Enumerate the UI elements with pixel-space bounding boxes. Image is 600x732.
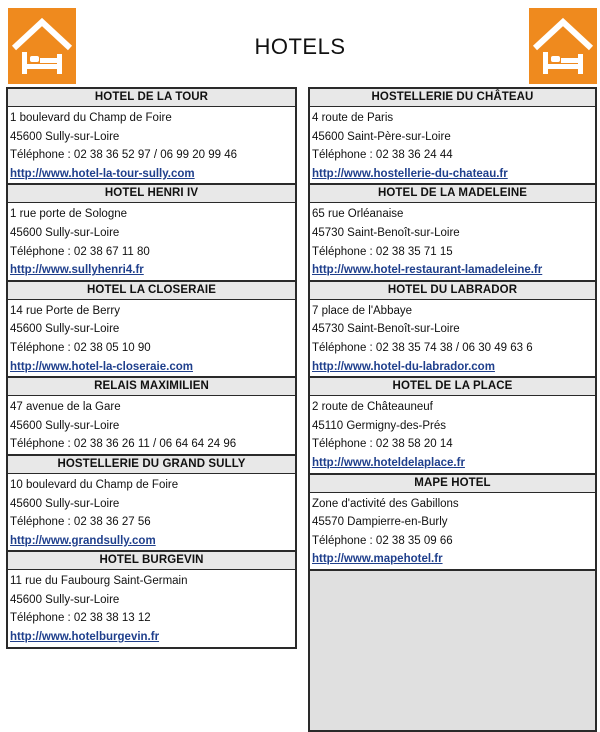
hotel-address: 10 boulevard du Champ de Foire	[10, 478, 179, 491]
hotel-card	[308, 280, 597, 378]
hotel-name: HOTEL LA CLOSERAIE	[8, 282, 295, 300]
hotel-card	[6, 376, 297, 456]
hotel-address: 4 route de Paris	[312, 112, 394, 124]
hotel-card	[6, 87, 297, 185]
hotel-city: 45110 Germigny-des-Prés	[312, 419, 447, 432]
hotel-card	[6, 550, 297, 648]
hotel-bed-icon	[529, 8, 597, 84]
hotel-city: 45600 Sully-sur-Loire	[10, 497, 120, 510]
hotel-name: HOTEL DE LA MADELEINE	[310, 185, 595, 203]
hotel-card	[6, 183, 297, 281]
hotel-name: HOSTELLERIE DU CHÂTEAU	[310, 89, 595, 107]
hotel-name: HOTEL DE LA PLACE	[310, 378, 595, 396]
hotel-address: Zone d'activité des Gabillons	[312, 497, 459, 510]
hotel-city: 45730 Saint-Benoît-sur-Loire	[312, 226, 460, 239]
hotel-address: 14 rue Porte de Berry	[10, 304, 120, 317]
hotel-website-link[interactable]: http://www.hostellerie-du-chateau.fr	[312, 167, 508, 180]
hotel-column-left	[6, 87, 297, 647]
hotel-address: 47 avenue de la Gare	[10, 401, 121, 414]
hotel-website-link[interactable]: http://www.hotel-la-closeraie.com	[10, 360, 193, 373]
hotel-name: HOTEL BURGEVIN	[8, 552, 295, 570]
hotel-logo-right	[529, 8, 597, 84]
hotel-city: 45600 Sully-sur-Loire	[10, 323, 120, 336]
hotel-city: 45600 Sully-sur-Loire	[10, 226, 120, 239]
hotel-card	[6, 454, 297, 552]
hotel-name: HOTEL DE LA TOUR	[8, 89, 295, 107]
hotel-phone: Téléphone : 02 38 36 24 44	[312, 149, 453, 162]
hotel-name: RELAIS MAXIMILIEN	[8, 378, 295, 396]
hotel-card	[308, 376, 597, 474]
hotel-phone: Téléphone : 02 38 36 27 56	[10, 516, 151, 529]
hotel-name: HOSTELLERIE DU GRAND SULLY	[8, 456, 295, 474]
hotel-phone: Téléphone : 02 38 36 26 11 / 06 64 64 24 96	[10, 438, 237, 451]
hotel-website-link[interactable]: http://www.hoteldelaplace.fr	[312, 456, 465, 469]
page-title: HOTELS	[254, 34, 346, 59]
hotel-website-link[interactable]: http://www.hotel-restaurant-lamadeleine.fr	[312, 264, 543, 277]
hotel-card	[308, 87, 597, 185]
hotel-website-link[interactable]: http://www.hotel-la-tour-sully.com	[10, 167, 195, 180]
hotel-address: 2 route de Châteauneuf	[312, 401, 433, 414]
hotel-phone: Téléphone : 02 38 05 10 90	[10, 341, 151, 354]
hotel-name: MAPE HOTEL	[310, 475, 595, 493]
hotel-address: 7 place de l'Abbaye	[312, 304, 413, 317]
hotel-website-link[interactable]: http://www.hotel-du-labrador.com	[312, 360, 495, 373]
hotel-phone: Téléphone : 02 38 36 52 97 / 06 99 20 99 46	[10, 149, 237, 162]
hotel-city: 45570 Dampierre-en-Burly	[312, 516, 448, 529]
hotel-name: HOTEL DU LABRADOR	[310, 282, 595, 300]
hotel-card	[308, 183, 597, 281]
hotel-city: 45600 Saint-Père-sur-Loire	[312, 130, 451, 143]
hotel-address: 1 rue porte de Sologne	[10, 208, 128, 221]
hotel-phone: Téléphone : 02 38 35 74 38 / 06 30 49 63 6	[312, 341, 533, 354]
hotel-phone: Téléphone : 02 38 38 13 12	[10, 612, 151, 625]
hotel-city: 45600 Sully-sur-Loire	[10, 593, 120, 606]
hotel-city: 45600 Sully-sur-Loire	[10, 130, 120, 143]
hotel-address: 1 boulevard du Champ de Foire	[10, 112, 172, 124]
hotel-website-link[interactable]: http://www.grandsully.com	[10, 534, 156, 547]
hotel-address: 11 rue du Faubourg Saint-Germain	[10, 575, 188, 588]
hotel-address: 65 rue Orléanaise	[312, 208, 404, 221]
empty-cell	[308, 569, 597, 732]
hotel-phone: Téléphone : 02 38 58 20 14	[312, 438, 453, 451]
hotel-card	[308, 473, 597, 571]
hotel-phone: Téléphone : 02 38 67 11 80	[10, 245, 150, 258]
hotel-city: 45730 Saint-Benoît-sur-Loire	[312, 323, 460, 336]
hotel-phone: Téléphone : 02 38 35 71 15	[312, 245, 453, 258]
hotel-website-link[interactable]: http://www.mapehotel.fr	[312, 553, 443, 566]
hotel-card	[6, 280, 297, 378]
hotel-city: 45600 Sully-sur-Loire	[10, 419, 120, 432]
hotel-column-right	[308, 87, 597, 732]
hotel-website-link[interactable]: http://www.hotelburgevin.fr	[10, 631, 160, 644]
hotel-name: HOTEL HENRI IV	[8, 185, 295, 203]
hotel-website-link[interactable]: http://www.sullyhenri4.fr	[10, 264, 144, 277]
hotel-phone: Téléphone : 02 38 35 09 66	[312, 534, 453, 547]
